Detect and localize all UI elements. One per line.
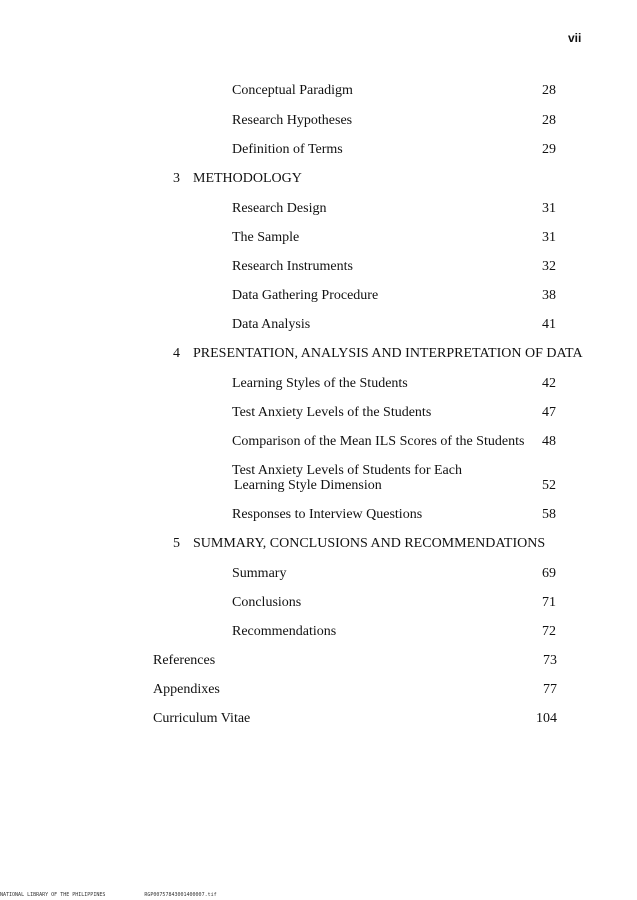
toc-entry xyxy=(0,405,637,423)
toc-entry xyxy=(0,317,637,335)
toc-entry xyxy=(0,507,637,525)
toc-entry xyxy=(0,566,637,584)
toc-entry-page: 72 xyxy=(542,624,556,639)
toc-entry-title: Comparison of the Mean ILS Scores of the Students xyxy=(232,434,525,449)
toc-entry-page: 31 xyxy=(542,230,556,245)
toc-entry-title: Conceptual Paradigm xyxy=(232,83,353,98)
footer-library: NATIONAL LIBRARY OF THE PHILIPPINES xyxy=(0,892,106,898)
toc-entry xyxy=(0,113,637,131)
toc-top-entry xyxy=(0,653,637,671)
toc-entry xyxy=(0,83,637,101)
toc-top-entry-page: 73 xyxy=(543,653,557,668)
chapter-title: METHODOLOGY xyxy=(193,171,302,186)
toc-entry-page: 28 xyxy=(542,113,556,128)
toc-entry xyxy=(0,259,637,277)
toc-entry-title: Test Anxiety Levels of the Students xyxy=(232,405,432,420)
toc-entry xyxy=(0,434,637,452)
toc-entry-title-line2: Learning Style Dimension xyxy=(234,478,382,493)
toc-entry-title: Research Design xyxy=(232,201,327,216)
toc-top-entry-page: 77 xyxy=(543,682,557,697)
footer-file-id: RGP00757843001400007.tif xyxy=(144,892,217,898)
toc-entry-title-line1: Test Anxiety Levels of Students for Each xyxy=(232,463,462,478)
toc-entry-page: 31 xyxy=(542,201,556,216)
toc-entry-title: The Sample xyxy=(232,230,300,245)
toc-entry-page: 29 xyxy=(542,142,556,157)
toc-top-entry-page: 104 xyxy=(536,711,557,726)
toc-entry-title: Definition of Terms xyxy=(232,142,343,157)
toc-entry-title: Research Instruments xyxy=(232,259,353,274)
toc-entry-page: 71 xyxy=(542,595,556,610)
toc-entry xyxy=(0,595,637,613)
toc-chapter xyxy=(0,346,637,364)
toc-entry-page: 28 xyxy=(542,83,556,98)
toc-top-entry-title: References xyxy=(153,653,216,668)
toc-entry-page: 38 xyxy=(542,288,556,303)
toc-entry xyxy=(0,142,637,160)
toc-entry xyxy=(0,288,637,306)
page-number: vii xyxy=(568,31,582,45)
toc-entry-page: 58 xyxy=(542,507,556,522)
toc-chapter xyxy=(0,171,637,189)
scan-footer xyxy=(0,892,253,898)
toc-entry-title: Responses to Interview Questions xyxy=(232,507,423,522)
chapter-number: 4 xyxy=(173,346,180,361)
toc-entry-page: 52 xyxy=(542,478,556,493)
toc-entry-title: Data Gathering Procedure xyxy=(232,288,379,303)
toc-entry xyxy=(0,478,637,496)
toc-entry-page: 32 xyxy=(542,259,556,274)
toc-entry-title: Conclusions xyxy=(232,595,302,610)
toc-top-entry xyxy=(0,711,637,729)
toc-entry xyxy=(0,230,637,248)
toc-entry xyxy=(0,624,637,642)
toc-chapter xyxy=(0,536,637,554)
toc-entry-title: Learning Styles of the Students xyxy=(232,376,408,391)
toc-entry xyxy=(0,201,637,219)
chapter-title: PRESENTATION, ANALYSIS AND INTERPRETATION OF DATA xyxy=(193,346,583,361)
toc-entry-title: Data Analysis xyxy=(232,317,311,332)
toc-entry-title: Recommendations xyxy=(232,624,337,639)
toc-top-entry-title: Curriculum Vitae xyxy=(153,711,251,726)
toc-entry-page: 69 xyxy=(542,566,556,581)
toc-entry-page: 41 xyxy=(542,317,556,332)
toc-entry xyxy=(0,376,637,394)
chapter-number: 5 xyxy=(173,536,180,551)
toc-top-entry-title: Appendixes xyxy=(153,682,220,697)
toc-top-entry xyxy=(0,682,637,700)
chapter-title: SUMMARY, CONCLUSIONS AND RECOMMENDATIONS xyxy=(193,536,546,551)
chapter-number: 3 xyxy=(173,171,180,186)
toc-entry-page: 47 xyxy=(542,405,556,420)
toc-entry-page: 42 xyxy=(542,376,556,391)
toc-entry-page: 48 xyxy=(542,434,556,449)
toc-entry-title: Research Hypotheses xyxy=(232,113,353,128)
toc-entry-title: Summary xyxy=(232,566,287,581)
